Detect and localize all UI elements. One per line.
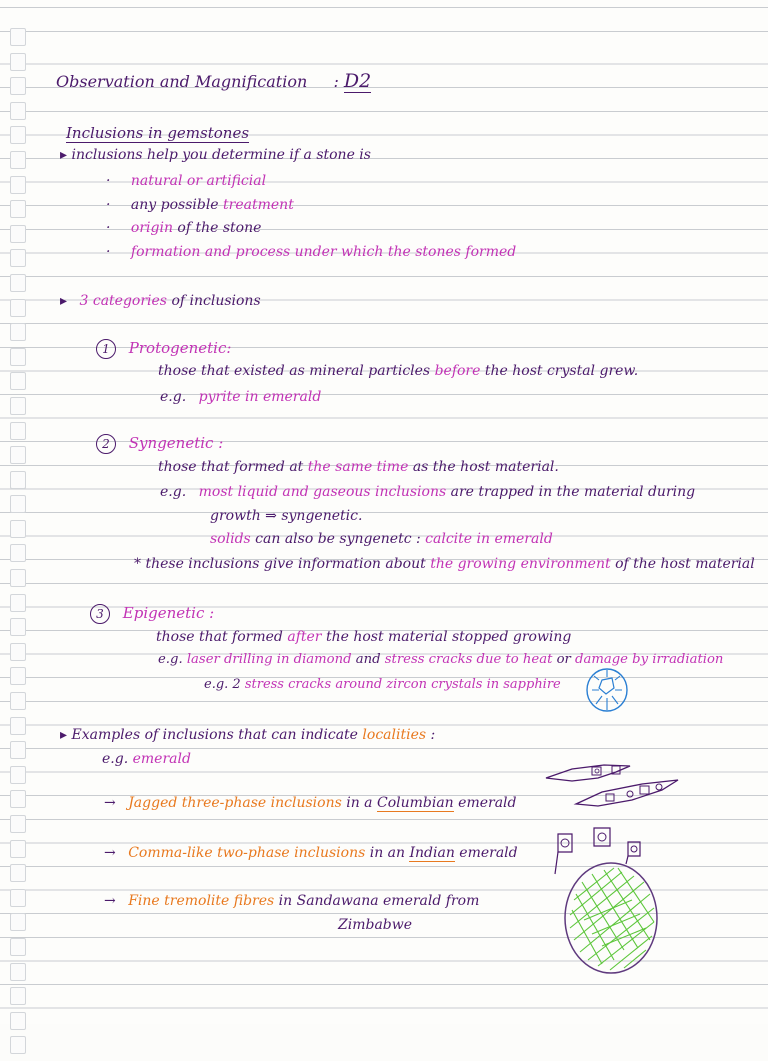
binder-hole <box>10 151 26 169</box>
binder-hole <box>10 348 26 366</box>
binder-hole <box>10 815 26 833</box>
binder-hole <box>10 938 26 956</box>
description-text: those that existed as mineral particles <box>158 363 431 379</box>
item-post-text: of the stone <box>177 220 262 236</box>
locality-row-indian <box>104 844 518 862</box>
connector-text: in an <box>369 845 406 861</box>
eg-label: e.g. <box>102 751 129 767</box>
category-example <box>160 483 695 501</box>
example-text: stress cracks around zircon crystals in sapphire <box>244 677 561 692</box>
binder-hole <box>10 323 26 341</box>
category-example-2 <box>204 676 561 694</box>
binder-hole <box>10 643 26 661</box>
category-example <box>160 388 321 406</box>
category-number: 2 <box>96 434 116 454</box>
binder-hole <box>10 28 26 46</box>
binder-hole <box>10 544 26 562</box>
example-text: are trapped in the material during <box>450 484 696 500</box>
connector-text: in Sandawana emerald from <box>278 893 480 909</box>
binder-hole <box>10 200 26 218</box>
locality-row-columbian <box>104 794 516 812</box>
binder-hole <box>10 299 26 317</box>
binder-hole <box>10 569 26 587</box>
intro-line <box>60 146 371 164</box>
item-pre-text: any possible <box>130 197 219 213</box>
bullet-arrow: ▸ <box>60 727 68 743</box>
categories-tail: of inclusions <box>171 293 261 309</box>
binder-hole <box>10 618 26 636</box>
binder-hole <box>10 766 26 784</box>
highlight-text: the growing environment <box>430 556 611 572</box>
description-text: those that formed <box>156 629 283 645</box>
example-text: most liquid and gaseous inclusions <box>198 484 447 500</box>
categories-word: categories <box>92 293 167 309</box>
example-text: stress cracks due to heat <box>384 652 553 667</box>
binder-hole <box>10 249 26 267</box>
item-text: treatment <box>223 197 294 213</box>
binder-hole <box>10 963 26 981</box>
category-description <box>156 628 571 646</box>
eg-label: e.g. <box>160 484 187 500</box>
list-item <box>106 196 294 214</box>
bullet-dot: · <box>106 220 111 236</box>
gem-name: emerald <box>459 845 518 861</box>
binder-hole <box>10 913 26 931</box>
page-header <box>56 72 371 91</box>
example-text: solids <box>210 531 251 547</box>
note-text: of the host material <box>615 556 755 572</box>
example-text: or <box>556 652 571 667</box>
binder-hole <box>10 422 26 440</box>
arrow-icon: → <box>104 845 116 861</box>
bullet-dot: · <box>106 173 111 189</box>
eg-label: e.g. 2 <box>204 677 241 692</box>
binder-hole <box>10 77 26 95</box>
tremolite-fibres-sketch-icon <box>562 860 662 976</box>
example-text: and <box>355 652 381 667</box>
intro-text: inclusions help you determine if a stone is <box>71 147 371 163</box>
description-text: those that formed at <box>158 459 304 475</box>
title-colon: : <box>333 72 339 91</box>
highlight-text: before <box>434 363 481 379</box>
categories-intro <box>60 292 261 310</box>
category-syngenetic <box>96 434 223 454</box>
item-text: formation and process under which the stones formed <box>130 244 517 260</box>
bullet-dot: · <box>106 244 111 260</box>
category-note <box>134 555 755 573</box>
localities-example <box>102 750 191 768</box>
binder-hole <box>10 692 26 710</box>
description-text: the host material stopped growing <box>325 629 572 645</box>
binder-hole <box>10 495 26 513</box>
binder-hole <box>10 790 26 808</box>
description-text: as the host material. <box>412 459 559 475</box>
binder-hole <box>10 987 26 1005</box>
gem-name: emerald <box>458 795 517 811</box>
list-item <box>106 219 261 237</box>
locality-row-sandawana <box>104 892 479 910</box>
arrow-icon: → <box>104 795 116 811</box>
inclusion-type: Jagged three-phase inclusions <box>128 795 342 811</box>
example-text: calcite in emerald <box>425 531 553 547</box>
bullet-arrow: ▸ <box>60 147 68 163</box>
binder-hole <box>10 372 26 390</box>
zircon-sketch-icon <box>584 666 630 714</box>
item-text: origin <box>130 220 173 236</box>
categories-count: 3 <box>79 293 89 309</box>
highlight-text: localities <box>362 727 427 743</box>
localities-intro <box>60 726 435 744</box>
note-text: * these inclusions give information about <box>134 556 426 572</box>
page-code: D2 <box>343 70 372 92</box>
category-number: 3 <box>90 604 110 624</box>
bullet-dot: · <box>106 197 111 213</box>
inclusion-type: Comma-like two-phase inclusions <box>128 845 366 861</box>
binder-hole <box>10 667 26 685</box>
binder-hole <box>10 176 26 194</box>
section-heading-inclusions: Inclusions in gemstones <box>66 124 250 142</box>
binder-hole <box>10 741 26 759</box>
binder-hole <box>10 225 26 243</box>
category-name: Epigenetic : <box>122 604 215 622</box>
locality-name: Columbian <box>376 795 454 811</box>
binder-hole <box>10 274 26 292</box>
binder-hole <box>10 446 26 464</box>
example-text: damage by irradiation <box>575 652 724 667</box>
locality-name: Indian <box>409 845 455 861</box>
eg-label: e.g. <box>158 652 183 667</box>
bullet-arrow: ▸ <box>60 293 68 309</box>
three-phase-inclusion-sketch-icon <box>542 760 686 810</box>
category-name: Syngenetic : <box>128 434 224 452</box>
category-description <box>158 362 638 380</box>
list-item <box>106 172 266 190</box>
binder-hole <box>10 520 26 538</box>
binder-hole <box>10 594 26 612</box>
example-text: can also be syngenetc : <box>255 531 421 547</box>
category-description <box>158 458 559 476</box>
binder-hole <box>10 397 26 415</box>
example-text: laser drilling in diamond <box>186 652 352 667</box>
list-item <box>106 243 516 261</box>
page-title: Observation and Magnification <box>56 72 308 91</box>
category-example <box>158 651 723 669</box>
example-text: pyrite in emerald <box>198 389 322 405</box>
binder-hole <box>10 471 26 489</box>
category-protogenetic <box>96 339 231 359</box>
binder-hole <box>10 126 26 144</box>
binder-hole <box>10 889 26 907</box>
intro-text: Examples of inclusions that can indicate <box>71 727 358 743</box>
category-epigenetic <box>90 604 214 624</box>
highlight-text: after <box>287 629 322 645</box>
binder-hole <box>10 1036 26 1054</box>
binder-hole <box>10 1012 26 1030</box>
binder-hole <box>10 717 26 735</box>
intro-colon: : <box>430 727 436 743</box>
connector-text: in a <box>346 795 373 811</box>
example-solids <box>210 530 553 548</box>
binder-hole <box>10 102 26 120</box>
inclusion-type: Fine tremolite fibres <box>128 893 275 909</box>
binder-hole <box>10 840 26 858</box>
binder-hole <box>10 53 26 71</box>
arrow-icon: → <box>104 893 116 909</box>
eg-label: e.g. <box>160 389 187 405</box>
locality-name: Zimbabwe <box>338 917 413 933</box>
example-text: emerald <box>132 751 191 767</box>
category-number: 1 <box>96 339 116 359</box>
highlight-text: the same time <box>307 459 409 475</box>
item-text: natural or artificial <box>130 173 267 189</box>
binder-hole <box>10 864 26 882</box>
example-continuation: growth ⇒ syngenetic. <box>210 508 363 524</box>
binder-holes <box>10 28 32 1061</box>
description-text: the host crystal grew. <box>484 363 639 379</box>
category-name: Protogenetic: <box>128 339 232 357</box>
